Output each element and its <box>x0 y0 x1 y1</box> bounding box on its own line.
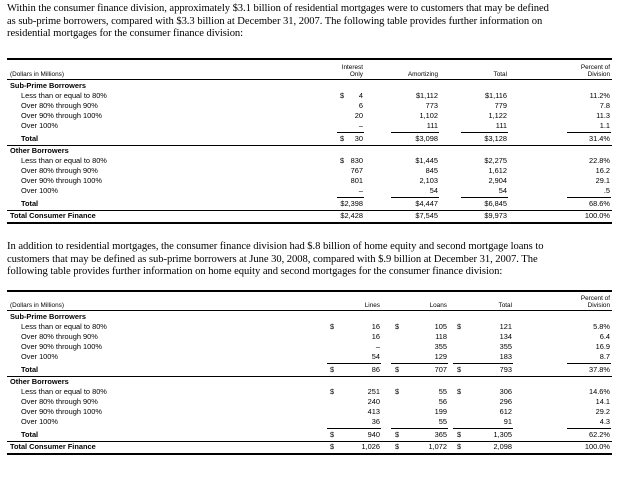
dollar-sign: $ <box>395 387 400 396</box>
cell-value: 11.2% <box>589 91 610 100</box>
cell-value: – <box>358 121 363 130</box>
cell-value: 1,102 <box>419 111 438 120</box>
table-top-rule <box>7 58 612 60</box>
cell-value: 129 <box>434 352 447 361</box>
subtotal-rule <box>453 428 513 429</box>
table-residential-mortgages <box>7 58 612 230</box>
grand-total-value: 1,072 <box>428 442 447 451</box>
total-label: Total <box>21 134 39 143</box>
grand-total-label: Total Consumer Finance <box>10 211 96 220</box>
total-label: Total <box>21 430 39 439</box>
dollar-sign: $ <box>457 365 462 374</box>
table-row <box>7 387 612 397</box>
subtotal-rule <box>391 363 448 364</box>
table-row <box>7 352 612 362</box>
cell-value: 36 <box>371 417 380 426</box>
table-row <box>7 186 612 196</box>
table-home-equity <box>7 290 612 462</box>
cell-value: 767 <box>350 166 363 175</box>
cell-value: 56 <box>438 397 447 406</box>
dollar-sign: $ <box>395 442 400 451</box>
total-value: 30 <box>354 134 363 143</box>
row-label: Over 90% through 100% <box>21 111 102 120</box>
subtotal-rule <box>461 132 508 133</box>
table-bottom-rule <box>7 453 612 455</box>
total-value: $3,098 <box>415 134 438 143</box>
table-row <box>7 332 612 342</box>
table-row <box>7 397 612 407</box>
total-value: 1,305 <box>493 430 512 439</box>
total-label: Total <box>21 199 39 208</box>
subtotal-rule <box>327 428 381 429</box>
subtotal-rule <box>391 197 439 198</box>
cell-value: 845 <box>425 166 438 175</box>
cell-value: 14.6% <box>589 387 610 396</box>
cell-value: $1,116 <box>484 91 507 100</box>
column-header-2: Total <box>498 302 512 309</box>
cell-value: 801 <box>350 176 363 185</box>
table-row <box>7 342 612 352</box>
dollar-sign: $ <box>457 387 462 396</box>
cell-value: 779 <box>494 101 507 110</box>
row-label: Less than or equal to 80% <box>21 387 107 396</box>
subtotal-rule <box>337 197 364 198</box>
grand-total-value: $2,428 <box>340 211 363 220</box>
dollar-sign: $ <box>395 322 400 331</box>
grand-total-value: 100.0% <box>584 211 610 220</box>
dollar-sign: $ <box>340 156 345 165</box>
cell-value: 14.1 <box>595 397 610 406</box>
dollar-sign: $ <box>330 387 335 396</box>
cell-value: 355 <box>434 342 447 351</box>
total-value: 37.8% <box>589 365 610 374</box>
table-row <box>7 101 612 111</box>
cell-value: 55 <box>438 387 447 396</box>
row-label: Over 80% through 90% <box>21 397 98 406</box>
grand-total-label: Total Consumer Finance <box>10 442 96 451</box>
table-row <box>7 407 612 417</box>
dollar-sign: $ <box>457 430 462 439</box>
paragraph-home-equity <box>7 241 612 279</box>
column-header-0: Lines <box>364 302 380 309</box>
total-row <box>7 365 612 375</box>
cell-value: 2,904 <box>488 176 507 185</box>
grand-total-value: $9,973 <box>484 211 507 220</box>
cell-value: 306 <box>499 387 512 396</box>
total-row <box>7 430 612 440</box>
cell-value: 773 <box>425 101 438 110</box>
cell-value: – <box>358 186 363 195</box>
cell-value: 6 <box>358 101 363 110</box>
cell-value: 7.8 <box>599 101 610 110</box>
cell-value: 355 <box>499 342 512 351</box>
total-value: 707 <box>434 365 447 374</box>
cell-value: 6.4 <box>599 332 610 341</box>
total-row <box>7 199 612 209</box>
cell-value: 830 <box>350 156 363 165</box>
column-header-3: Percent of Division <box>580 64 610 78</box>
subtotal-rule <box>567 428 611 429</box>
cell-value: 1,122 <box>488 111 507 120</box>
subtotal-rule <box>453 363 513 364</box>
grand-total-value: 1,026 <box>361 442 380 451</box>
column-header-3: Percent of Division <box>580 295 610 309</box>
cell-value: 296 <box>499 397 512 406</box>
subtotal-rule <box>391 132 439 133</box>
para2-line-3: following table provides further information on home equity and second mortgages for the consumer finance division: <box>7 266 503 278</box>
section-title-row <box>7 146 612 156</box>
subtotal-rule <box>567 197 611 198</box>
row-label: Less than or equal to 80% <box>21 322 107 331</box>
cell-value: 29.2 <box>595 407 610 416</box>
table-row <box>7 417 612 427</box>
section-title-row <box>7 377 612 387</box>
dollar-sign: $ <box>457 442 462 451</box>
cell-value: – <box>375 342 380 351</box>
cell-value: 1,612 <box>488 166 507 175</box>
subtotal-rule <box>461 197 508 198</box>
para1-line-1: Within the consumer finance division, approximately $3.1 billion of residential mortgages were to customers that may be defined <box>7 3 549 14</box>
cell-value: 91 <box>503 417 512 426</box>
paragraph-residential-mortgages <box>7 3 612 41</box>
row-label: Over 100% <box>21 417 58 426</box>
dollar-sign: $ <box>330 365 335 374</box>
row-label: Over 90% through 100% <box>21 176 102 185</box>
total-value: $6,845 <box>484 199 507 208</box>
dollar-sign: $ <box>340 134 345 143</box>
grand-total-value: 100.0% <box>584 442 610 451</box>
column-header-1: Amortizing <box>407 71 438 78</box>
cell-value: 55 <box>438 417 447 426</box>
section-title: Sub-Prime Borrowers <box>10 81 86 90</box>
cell-value: 2,103 <box>419 176 438 185</box>
total-value: 68.6% <box>589 199 610 208</box>
subtotal-rule <box>567 363 611 364</box>
table-top-rule <box>7 290 612 292</box>
cell-value: $2,275 <box>484 156 507 165</box>
cell-value: 11.3 <box>596 111 610 120</box>
dollar-sign: $ <box>395 365 400 374</box>
row-label: Less than or equal to 80% <box>21 156 107 165</box>
total-value: 940 <box>367 430 380 439</box>
table-row <box>7 91 612 101</box>
dollar-sign: $ <box>395 430 400 439</box>
total-label: Total <box>21 365 39 374</box>
cell-value: 134 <box>499 332 512 341</box>
para1-line-3: residential mortgages for the consumer finance division: <box>7 28 244 40</box>
section-title-row <box>7 81 612 91</box>
cell-value: 111 <box>495 121 507 130</box>
cell-value: 16 <box>371 322 380 331</box>
total-value: 62.2% <box>589 430 610 439</box>
grand-total-value: 2,098 <box>493 442 512 451</box>
cell-value: 5.8% <box>593 322 610 331</box>
column-header-0: Interest Only <box>341 64 363 78</box>
cell-value: 54 <box>429 186 438 195</box>
table-row <box>7 111 612 121</box>
unit-label: (Dollars in Millions) <box>10 71 64 78</box>
cell-value: 121 <box>499 322 512 331</box>
row-label: Over 100% <box>21 352 58 361</box>
cell-value: 413 <box>367 407 380 416</box>
row-label: Over 90% through 100% <box>21 342 102 351</box>
subtotal-rule <box>567 132 611 133</box>
cell-value: 16.2 <box>595 166 610 175</box>
section-title: Sub-Prime Borrowers <box>10 312 86 321</box>
total-value: 365 <box>434 430 447 439</box>
cell-value: 183 <box>499 352 512 361</box>
dollar-sign: $ <box>330 442 335 451</box>
cell-value: 29.1 <box>595 176 610 185</box>
cell-value: 105 <box>434 322 447 331</box>
table-row <box>7 166 612 176</box>
header-rule <box>7 79 612 80</box>
total-value: 31.4% <box>589 134 610 143</box>
column-header-2: Total <box>493 71 507 78</box>
cell-value: 612 <box>499 407 512 416</box>
cell-value: 54 <box>371 352 380 361</box>
subtotal-rule <box>327 363 381 364</box>
cell-value: 1.1 <box>599 121 610 130</box>
row-label: Over 90% through 100% <box>21 407 102 416</box>
cell-value: 118 <box>435 332 447 341</box>
para1-line-2: as sub-prime borrowers, compared with $3.3 billion at December 31, 2007. The following table provides further information on <box>7 15 543 27</box>
cell-value: .5 <box>603 186 610 195</box>
para2-line-2: customers that may be defined as sub-prime borrowers at June 30, 2008, compared with $.9 billion at December 31, 2007. The <box>7 253 538 265</box>
subtotal-rule <box>337 132 364 133</box>
cell-value: 54 <box>498 186 507 195</box>
table-row <box>7 121 612 131</box>
grand-total-row <box>7 211 612 221</box>
row-label: Over 100% <box>21 186 58 195</box>
section-title: Other Borrowers <box>10 146 69 155</box>
table-bottom-rule <box>7 222 612 224</box>
total-value: $2,398 <box>340 199 363 208</box>
dollar-sign: $ <box>457 322 462 331</box>
cell-value: 240 <box>367 397 380 406</box>
cell-value: 4 <box>358 91 363 100</box>
total-value: 86 <box>371 365 380 374</box>
cell-value: 20 <box>354 111 363 120</box>
cell-value: 8.7 <box>599 352 610 361</box>
row-label: Over 80% through 90% <box>21 332 98 341</box>
cell-value: 4.3 <box>599 417 610 426</box>
section-title-row <box>7 312 612 322</box>
header-rule <box>7 310 612 311</box>
row-label: Over 80% through 90% <box>21 166 98 175</box>
dollar-sign: $ <box>330 430 335 439</box>
cell-value: 16.9 <box>595 342 610 351</box>
unit-label: (Dollars in Millions) <box>10 302 64 309</box>
dollar-sign: $ <box>330 322 335 331</box>
total-value: $3,128 <box>484 134 507 143</box>
grand-total-value: $7,545 <box>415 211 438 220</box>
cell-value: 251 <box>367 387 380 396</box>
section-title: Other Borrowers <box>10 377 69 386</box>
total-value: $4,447 <box>415 199 438 208</box>
dollar-sign: $ <box>340 91 345 100</box>
row-label: Over 80% through 90% <box>21 101 98 110</box>
grand-total-row <box>7 442 612 452</box>
column-header-1: Loans <box>429 302 447 309</box>
subtotal-rule <box>391 428 448 429</box>
cell-value: 199 <box>434 407 447 416</box>
cell-value: $1,112 <box>415 91 438 100</box>
cell-value: 111 <box>426 121 438 130</box>
cell-value: 22.8% <box>589 156 610 165</box>
row-label: Over 100% <box>21 121 58 130</box>
cell-value: 16 <box>371 332 380 341</box>
cell-value: $1,445 <box>415 156 438 165</box>
para2-line-1: In addition to residential mortgages, the consumer finance division had $.8 billion of home equity and second mortgage loans to <box>7 241 544 252</box>
table-row <box>7 322 612 332</box>
total-row <box>7 134 612 144</box>
total-value: 793 <box>499 365 512 374</box>
table-row <box>7 156 612 166</box>
table-row <box>7 176 612 186</box>
row-label: Less than or equal to 80% <box>21 91 107 100</box>
